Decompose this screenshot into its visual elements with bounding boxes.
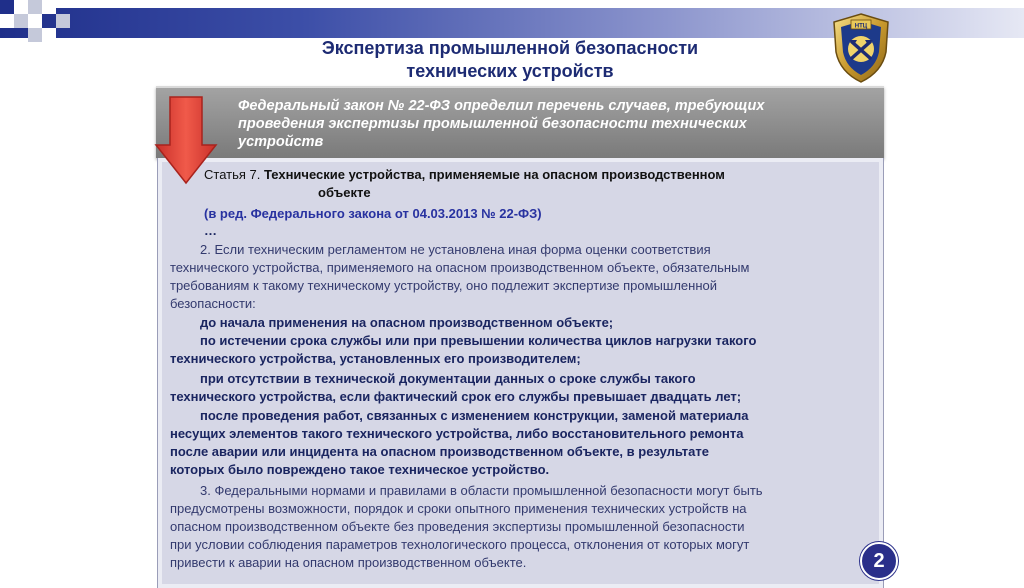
- list-item: при отсутствии в технической документации данных о сроке службы такого: [200, 371, 696, 386]
- paragraph-2-line: безопасности:: [170, 296, 256, 311]
- law-banner-line: Федеральный закон № 22-ФЗ определил перечень случаев, требующих: [238, 98, 765, 114]
- decor-square: [28, 14, 42, 28]
- paragraph-3-line: 3. Федеральными нормами и правилами в области промышленной безопасности могут быть: [200, 483, 763, 498]
- page-number-badge: 2: [860, 542, 898, 580]
- law-banner-line: проведения экспертизы промышленной безопасности технических: [238, 116, 747, 132]
- slide-title: [200, 37, 820, 83]
- paragraph-2-line: требованиям к такому техническому устройству, оно подлежит экспертизе промышленной: [170, 278, 717, 293]
- list-item-continued: которых было повреждено такое техническое устройство.: [170, 462, 550, 477]
- svg-text:НТЦ: НТЦ: [854, 23, 868, 30]
- article-edition: (в ред. Федерального закона от 04.03.2013 № 22-ФЗ): [204, 206, 542, 221]
- law-banner: [156, 86, 884, 158]
- decor-square: [14, 14, 28, 28]
- list-item-continued: технического устройства, если фактический срок его службы превышает двадцать лет;: [170, 389, 742, 404]
- paragraph-3-line: опасном производственном объекте без проведения экспертизы промышленной безопасности: [170, 519, 745, 534]
- list-item-continued: после аварии или инцидента на опасном производственном объекте, в результате: [170, 444, 709, 459]
- decor-square: [14, 0, 28, 14]
- paragraph-3-line: при условии соблюдения параметров технологического процесса, отклонения от которых могут: [170, 537, 750, 552]
- paragraph-3-line: предусмотрены возможности, порядок и сроки опытного применения технических устройств на: [170, 501, 747, 516]
- article-title: Технические устройства, применяемые на опасном производственном: [263, 167, 725, 182]
- decor-square: [28, 28, 42, 42]
- list-item: до начала применения на опасном производственном объекте;: [200, 315, 614, 330]
- list-item-continued: технического устройства, установленных его производителем;: [170, 351, 581, 366]
- decor-square: [0, 0, 14, 14]
- list-item-continued: несущих элементов такого технического устройства, либо восстановительного ремонта: [170, 426, 744, 441]
- law-banner-text: [238, 97, 868, 151]
- article-prefix: Статья 7.: [204, 167, 264, 182]
- slide-title-line: технических устройств: [406, 61, 614, 81]
- article-heading: [204, 166, 864, 183]
- article-title-continued: объекте: [318, 185, 371, 200]
- list-item: после проведения работ, связанных с изменением конструкции, заменой материала: [200, 408, 749, 423]
- list-item: по истечении срока службы или при превышении количества циклов нагрузки такого: [200, 333, 757, 348]
- slide-title-line: Экспертиза промышленной безопасности: [321, 38, 699, 58]
- paragraph-2-line: 2. Если техническим регламентом не установлена иная форма оценки соответствия: [200, 242, 711, 257]
- paragraph-2-line: технического устройства, применяемого на опасном производственном объекте, обязательным: [170, 260, 750, 275]
- law-banner-line: устройств: [238, 134, 324, 150]
- decor-square: [42, 28, 56, 42]
- paragraph-3-line: привести к аварии на опасном производственном объекте.: [170, 555, 527, 570]
- decor-square: [0, 14, 14, 28]
- decor-square: [28, 0, 42, 14]
- decor-square: [56, 14, 70, 28]
- article-ellipsis: …: [204, 223, 217, 238]
- decor-square: [42, 0, 56, 14]
- shield-emblem-icon: [830, 12, 892, 84]
